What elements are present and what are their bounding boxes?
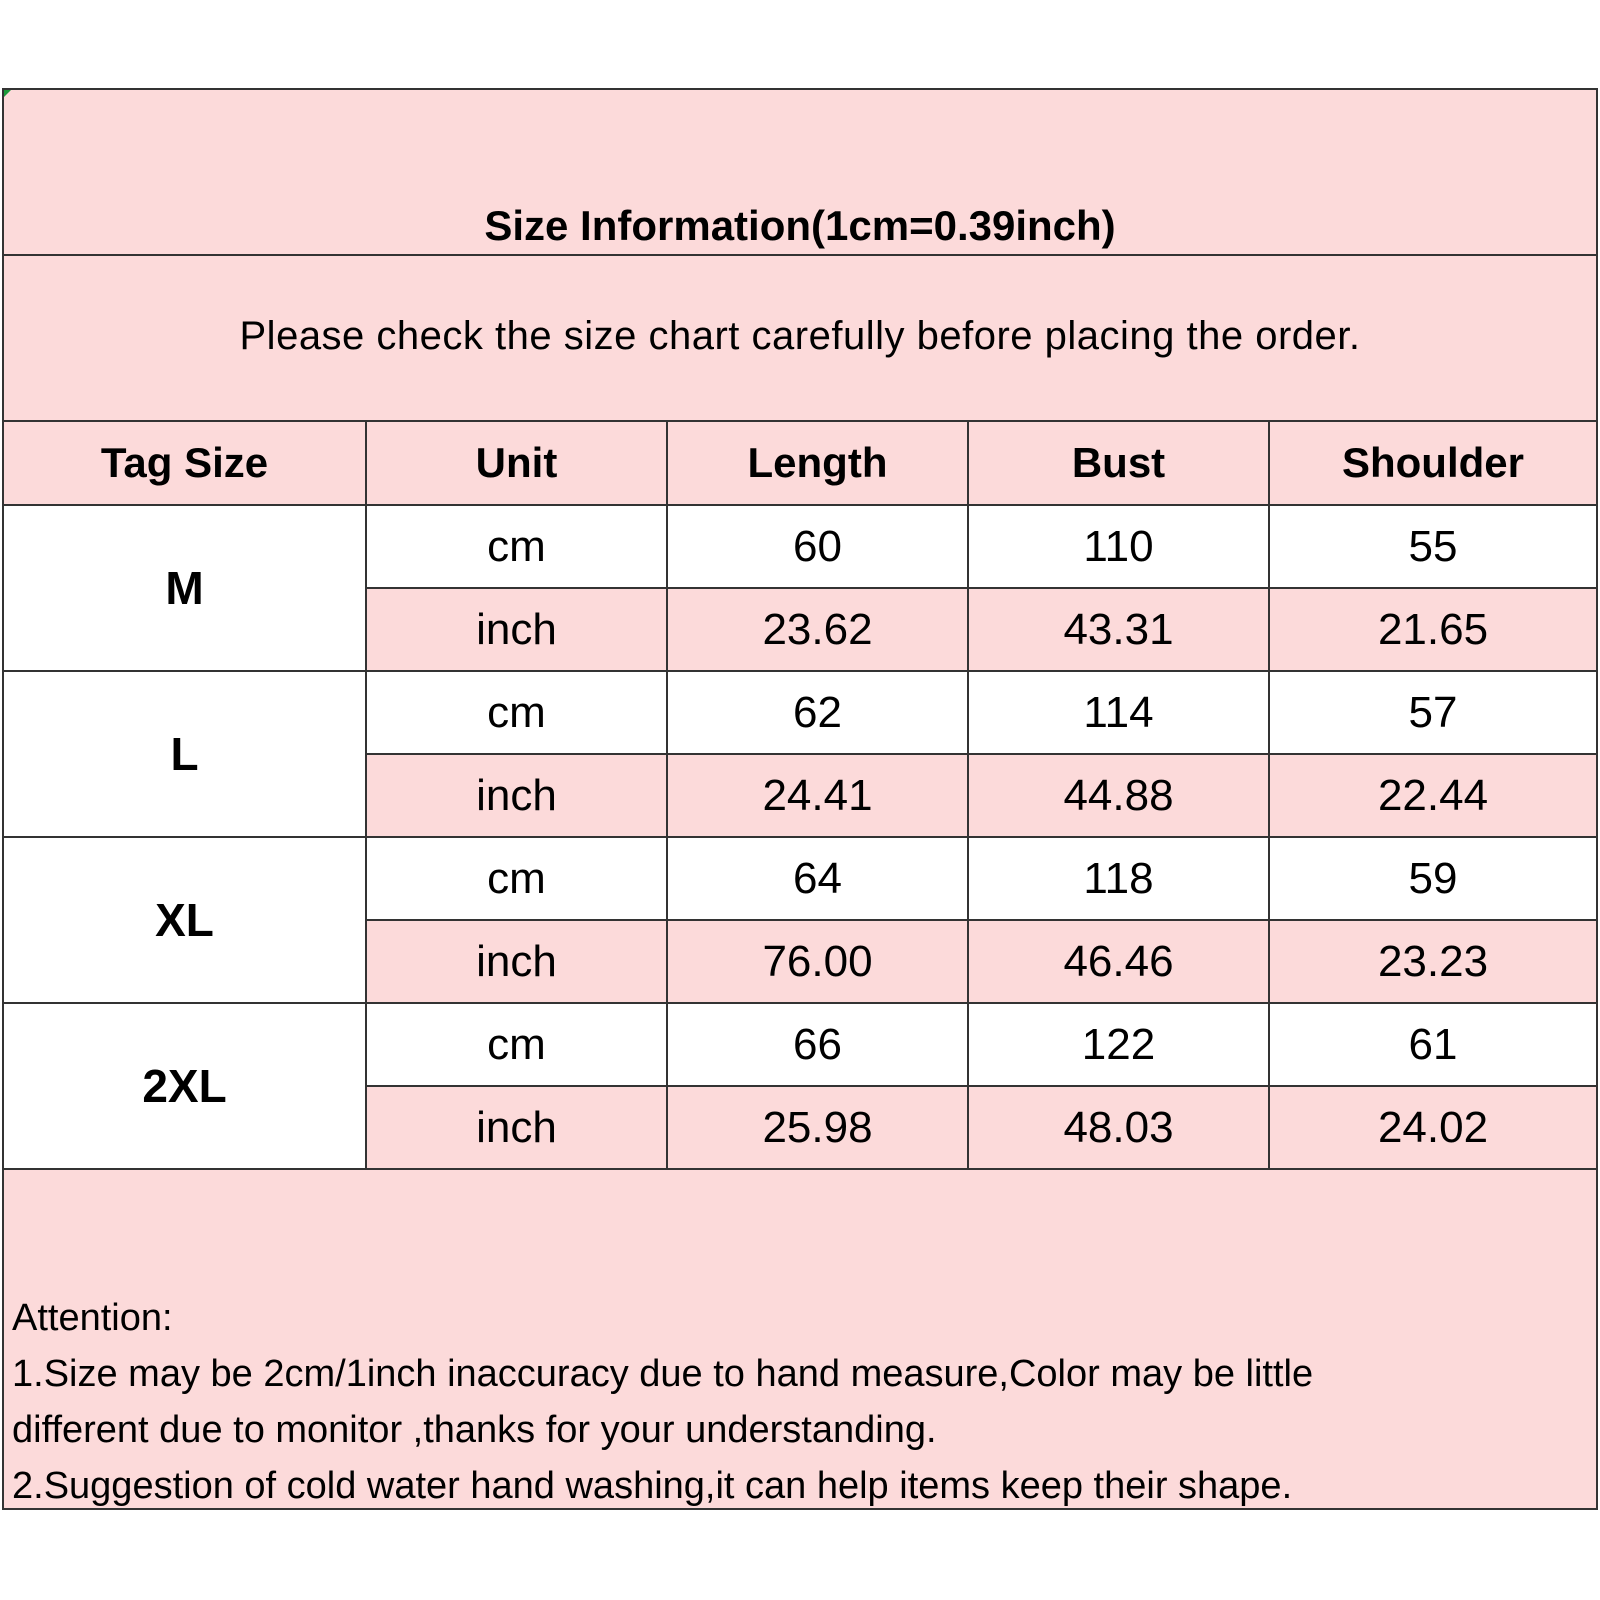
header-shoulder: Shoulder — [1269, 422, 1596, 505]
unit-cell: cm — [366, 837, 667, 920]
attention-heading: Attention: — [12, 1297, 173, 1339]
unit-cell: inch — [366, 754, 667, 837]
attention-line: 2.Suggestion of cold water hand washing,it can help items keep their shape. — [12, 1465, 1293, 1507]
bust-cell: 48.03 — [968, 1086, 1269, 1169]
attention-section — [12, 1290, 1572, 1514]
table-row — [4, 837, 1596, 920]
bust-cell: 122 — [968, 1003, 1269, 1086]
unit-cell: inch — [366, 920, 667, 1003]
attention-line: 1.Size may be 2cm/1inch inaccuracy due to hand measure,Color may be little — [12, 1353, 1314, 1395]
bust-cell: 114 — [968, 671, 1269, 754]
shoulder-cell: 57 — [1269, 671, 1596, 754]
length-cell: 76.00 — [667, 920, 968, 1003]
size-table — [4, 422, 1596, 1170]
tag-size-cell: M — [4, 505, 366, 671]
tag-size-cell: 2XL — [4, 1003, 366, 1169]
shoulder-cell: 21.65 — [1269, 588, 1596, 671]
unit-cell: cm — [366, 1003, 667, 1086]
unit-cell: inch — [366, 588, 667, 671]
length-cell: 62 — [667, 671, 968, 754]
unit-cell: cm — [366, 671, 667, 754]
header-unit: Unit — [366, 422, 667, 505]
shoulder-cell: 23.23 — [1269, 920, 1596, 1003]
bust-cell: 118 — [968, 837, 1269, 920]
length-cell: 25.98 — [667, 1086, 968, 1169]
order-note: Please check the size chart carefully before placing the order. — [239, 314, 1361, 358]
table-row — [4, 505, 1596, 588]
header-tag-size: Tag Size — [4, 422, 366, 505]
bust-cell: 43.31 — [968, 588, 1269, 671]
shoulder-cell: 61 — [1269, 1003, 1596, 1086]
tag-size-cell: L — [4, 671, 366, 837]
table-row — [4, 1003, 1596, 1086]
attention-line: different due to monitor ,thanks for your understanding. — [12, 1409, 937, 1451]
length-cell: 60 — [667, 505, 968, 588]
header-length: Length — [667, 422, 968, 505]
note-band — [4, 256, 1596, 422]
chart-title: Size Information(1cm=0.39inch) — [484, 202, 1116, 249]
header-row — [4, 422, 1596, 505]
length-cell: 66 — [667, 1003, 968, 1086]
bust-cell: 46.46 — [968, 920, 1269, 1003]
bust-cell: 110 — [968, 505, 1269, 588]
tag-size-cell: XL — [4, 837, 366, 1003]
title-band — [4, 90, 1596, 256]
shoulder-cell: 22.44 — [1269, 754, 1596, 837]
unit-cell: inch — [366, 1086, 667, 1169]
shoulder-cell: 55 — [1269, 505, 1596, 588]
size-chart-sheet — [2, 88, 1598, 1510]
header-bust: Bust — [968, 422, 1269, 505]
length-cell: 24.41 — [667, 754, 968, 837]
shoulder-cell: 24.02 — [1269, 1086, 1596, 1169]
length-cell: 64 — [667, 837, 968, 920]
bust-cell: 44.88 — [968, 754, 1269, 837]
length-cell: 23.62 — [667, 588, 968, 671]
shoulder-cell: 59 — [1269, 837, 1596, 920]
table-row — [4, 671, 1596, 754]
unit-cell: cm — [366, 505, 667, 588]
